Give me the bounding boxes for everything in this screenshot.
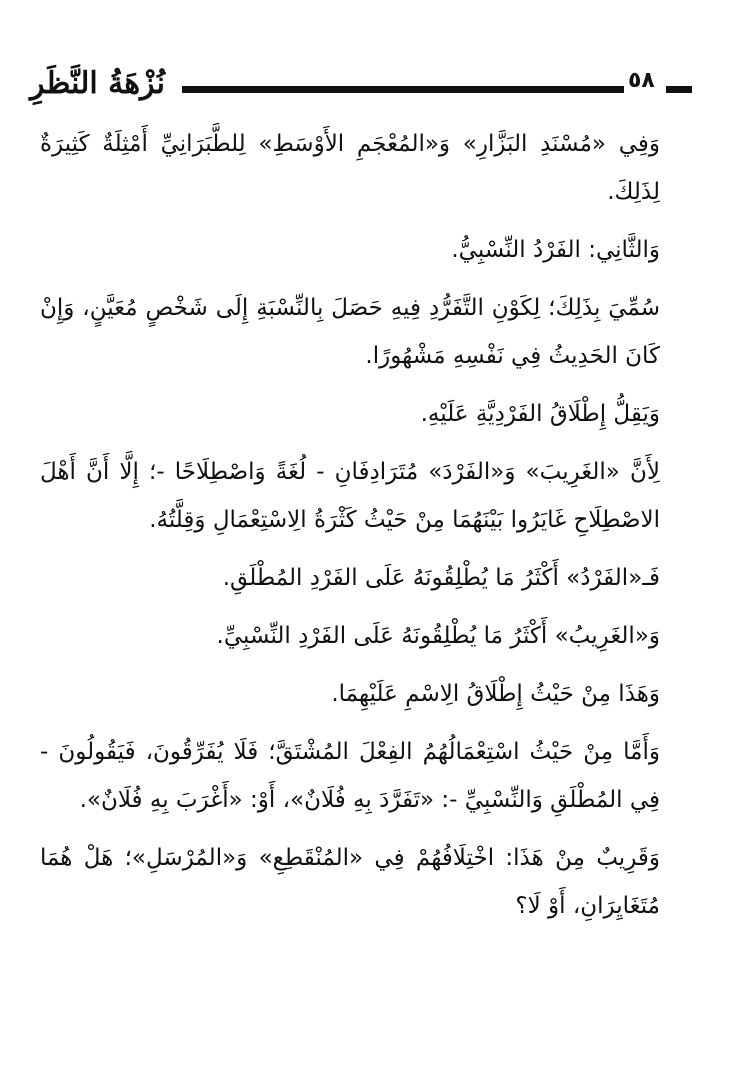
- page-number: ٥٨: [628, 68, 655, 93]
- paragraph: لِأَنَّ «الغَرِيبَ» وَ«الفَرْدَ» مُتَرَادِفَانِ - لُغَةً وَاصْطِلَاحًا -؛ إِلَّا أَنَّ أَهْلَ الاصْطِلَاحِ غَايَرُوا بَيْنَهُمَا مِنْ حَيْثُ كَثْرَةُ الِاسْتِعْمَالِ وَقِلَّتُهُ.: [40, 459, 660, 533]
- paragraph: وَأَمَّا مِنْ حَيْثُ اسْتِعْمَالُهُمُ الفِعْلَ المُشْتَقَّ؛ فَلَا يُفَرِّقُونَ، فَيَقُولُونَ - فِي المُطْلَقِ وَالنِّسْبِيِّ -: «تَفَرَّدَ بِهِ فُلَانٌ»، أَوْ: «أَغْرَبَ بِهِ فُلَانٌ».: [40, 739, 660, 813]
- paragraph: وَهَذَا مِنْ حَيْثُ إِطْلَاقُ الِاسْمِ عَلَيْهِمَا.: [331, 681, 660, 707]
- paragraph: وَالثَّانِي: الفَرْدُ النِّسْبِيُّ.: [451, 237, 660, 263]
- running-title: نُزْهَةُ النَّظَرِ: [30, 66, 165, 101]
- body-text: [40, 120, 684, 940]
- paragraph: سُمِّيَ بِذَلِكَ؛ لِكَوْنِ التَّفَرُّدِ فِيهِ حَصَلَ بِالنِّسْبَةِ إِلَى شَخْصٍ مُعَيَّنٍ، وَإِنْ كَانَ الحَدِيثُ فِي نَفْسِهِ مَشْهُورًا.: [40, 295, 660, 369]
- paragraph: فَـ«الفَرْدُ» أَكْثَرُ مَا يُطْلِقُونَهُ عَلَى الفَرْدِ المُطْلَقِ.: [222, 565, 660, 591]
- paragraph: وَيَقِلُّ إِطْلَاقُ الفَرْدِيَّةِ عَلَيْهِ.: [420, 401, 660, 427]
- paragraph: وَفِي «مُسْنَدِ البَزَّارِ» وَ«المُعْجَمِ الأَوْسَطِ» لِلطَّبَرَانِيِّ أَمْثِلَةٌ كَثِيرَةٌ لِذَلِكَ.: [40, 131, 660, 205]
- page-header: [30, 62, 695, 110]
- header-rule: [182, 86, 624, 93]
- page-number-dash: [666, 86, 692, 93]
- paragraph: وَ«الغَرِيبُ» أَكْثَرُ مَا يُطْلِقُونَهُ عَلَى الفَرْدِ النِّسْبِيِّ.: [216, 623, 660, 649]
- paragraph: وَقَرِيبٌ مِنْ هَذَا: اخْتِلَافُهُمْ فِي «المُنْقَطِعِ» وَ«المُرْسَلِ»؛ هَلْ هُمَا مُتَغَايِرَانِ، أَوْ لَا؟: [40, 845, 660, 919]
